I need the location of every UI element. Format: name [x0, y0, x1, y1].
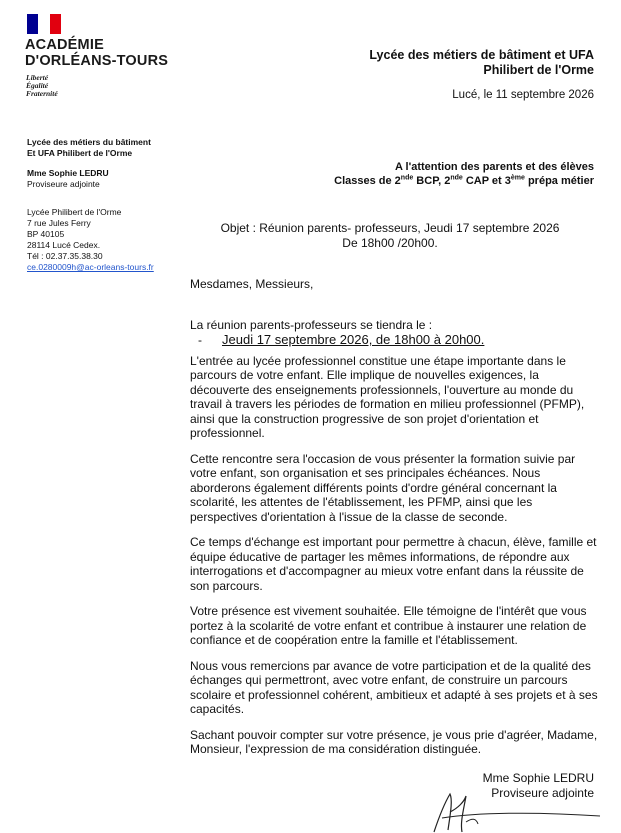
paragraph: Votre présence est vivement souhaitée. Elle témoigne de l'intérêt que vous portez à la scolarité de votre enfant et contribue à instaurer une relation de confiance et de coopération entre la famille et l'établissement. [190, 604, 587, 647]
paragraph: Nous vous remercions par avance de votre participation et de la qualité des échanges qui permettront, avec votre enfant, de construire un parcours scolaire et professionnel cohérent, ambitieux et adapté à ses projets et à ses capacités. [190, 658, 598, 716]
sender-school-line1: Lycée des métiers du bâtiment [27, 137, 151, 147]
subject-line2: De 18h00 /20h00. [342, 236, 438, 250]
header-school-line2: Philibert de l'Orme [483, 63, 594, 77]
motto-egalite: Égalité [26, 81, 49, 90]
paragraph: L'entrée au lycée professionnel constitue une étape importante dans le parcours de votre enfant. Elle implique de nouvelles exigences, la découverte des enseignements professionnels, l'ouverture au monde du travail à travers les périodes de formation en milieu professionnel (PFMP), ainsi que la construction progressive de son projet d'orientation et professionnel. [190, 353, 585, 440]
recipients-line1: A l'attention des parents et des élèves [394, 161, 594, 173]
flag-band-blue [27, 14, 38, 34]
republic-motto [26, 74, 58, 98]
sender-address-line: 7 rue Jules Ferry [27, 218, 91, 228]
academy-name [25, 37, 168, 69]
sender-school-line2: Et UFA Philibert de l'Orme [27, 148, 133, 158]
sender-email-link[interactable]: ce.0280009h@ac-orleans-tours.fr [27, 262, 154, 272]
header-school-line1: Lycée des métiers de bâtiment et UFA [369, 48, 594, 62]
sender-address-line: BP 40105 [27, 229, 65, 239]
letter-subject [200, 221, 580, 251]
sender-name: Mme Sophie LEDRU [27, 168, 109, 178]
marianne-flag-logo [27, 14, 61, 34]
handwritten-signature [420, 782, 621, 833]
closing-paragraph: Sachant pouvoir compter sur votre présence, je vous prie d'agréer, Madame, Monsieur, l'expression de ma considération distinguée. [190, 727, 598, 756]
sender-column [27, 137, 187, 273]
letter-date: Lucé, le 11 septembre 2026 [452, 89, 594, 101]
sender-address-line: Lycée Philibert de l'Orme [27, 207, 122, 217]
motto-fraternite: Fraternité [26, 89, 58, 98]
flag-band-white [38, 14, 49, 34]
sender-address-line: 28114 Lucé Cedex. [27, 240, 101, 250]
recipients-line2: Classes de 2nde BCP, 2nde CAP et 3ème prépa métier [334, 174, 594, 187]
meeting-date-item [198, 333, 598, 348]
sender-phone: Tél : 02.37.35.38.30 [27, 251, 103, 261]
salutation: Mesdames, Messieurs, [190, 277, 314, 291]
header-school-name [369, 48, 594, 78]
letter-body [190, 277, 598, 768]
recipients-block [334, 160, 594, 188]
meeting-date: Jeudi 17 septembre 2026, de 18h00 à 20h00. [222, 332, 485, 347]
signatory-role: Proviseure adjointe [491, 786, 594, 800]
paragraph: Cette rencontre sera l'occasion de vous présenter la formation suivie par votre enfant, son organisation et ses principales échéances. Nous aborderons également différents points d'ordre général concernant la scolarité, les attentes de l'établissement, les PFMP, ainsi que les perspectives d'orientation à l'issue de la classe de seconde. [190, 451, 576, 524]
academy-name-line2: D'ORLÉANS-TOURS [25, 53, 169, 69]
signatory-name: Mme Sophie LEDRU [482, 771, 594, 785]
subject-line1: Objet : Réunion parents- professeurs, Jeudi 17 septembre 2026 [220, 221, 560, 235]
academy-name-line1: ACADÉMIE [25, 37, 104, 53]
sender-role: Proviseure adjointe [27, 179, 100, 189]
motto-liberte: Liberté [26, 73, 49, 82]
bullet-dash: - [198, 333, 202, 347]
flag-band-red [50, 14, 61, 34]
meeting-intro: La réunion parents-professeurs se tiendra le : [190, 317, 433, 332]
paragraph: Ce temps d'échange est important pour permettre à chacun, élève, famille et équipe éducative de partager les mêmes informations, de répondre aux interrogations et d'accompagner au mieux votre enfant dans la réussite de son parcours. [190, 535, 597, 593]
